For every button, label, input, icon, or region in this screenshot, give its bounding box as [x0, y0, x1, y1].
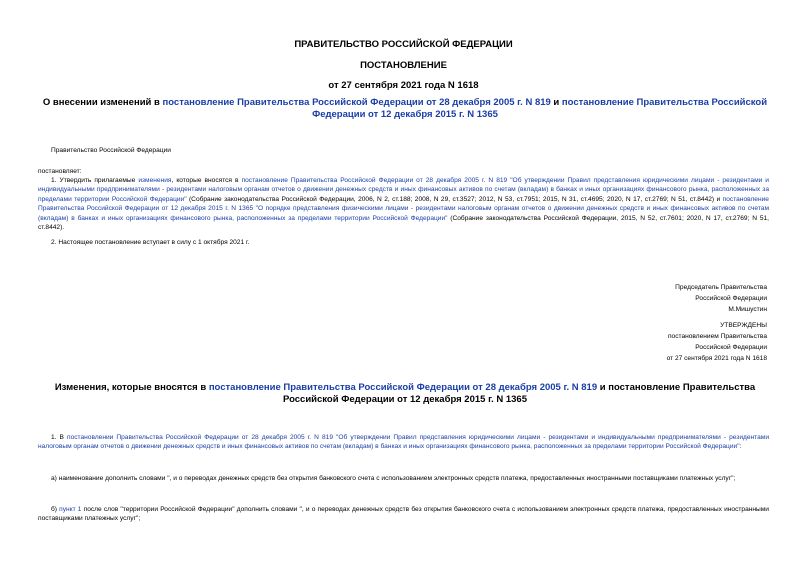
- item-1-link-819[interactable]: постановление Правительства Российской Федерации от 28 декабря 2005 г. N 819 "Об утверждении Правил представления юридическими лицами - резидентами и индивидуальными предпринимателями - резидентами налоговым органам отчетов о движении денежных средств и иных финансовых активов по счетам (вкладам) в банках и иных организациях финансового рынка, расположенных за пределами территории Российской Федерации": [38, 177, 769, 203]
- item-1-b: , которые вносятся в: [171, 177, 242, 184]
- signature-block: [567, 282, 767, 315]
- approved-line-4: от 27 сентября 2021 года N 1618: [666, 355, 767, 362]
- signature-title-2: Российской Федерации: [695, 295, 767, 302]
- approved-line-1: УТВЕРЖДЕНЫ: [720, 322, 767, 329]
- change-1-a: 1. В: [51, 434, 68, 441]
- subject-link-1365[interactable]: постановление Правительства Российской Федерации от 12 декабря 2015 г. N 1365: [312, 97, 768, 120]
- subject-prefix: О внесении изменений в: [42, 97, 163, 108]
- change-b-link[interactable]: пункт 1: [59, 506, 82, 513]
- doc-type-title: ПОСТАНОВЛЕНИЕ: [360, 60, 447, 71]
- item-1-d: (Собрание законодательства Российской Федерации, 2015, N 52, ст.7601; 2020, N 17, ст.2769; N 51, ст.8442).: [38, 214, 769, 232]
- item-1-link-1365[interactable]: постановление Правительства Российской Федерации от 12 декабря 2015 г. N 1365 "О порядке представления физическими лицами - резидентами налоговым органам отчетов о движении денежных средств и иных финансовых активов по счетам (вкладам) в банках и иных организациях финансового рынка, расположенных за пределами территории Российской Федерации": [38, 195, 769, 222]
- approved-line-3: Российской Федерации: [695, 344, 767, 351]
- issuer-text: Правительство Российской Федерации: [51, 147, 171, 154]
- signature-title-1: Председатель Правительства: [675, 284, 767, 291]
- doc-date-number: от 27 сентября 2021 года N 1618: [328, 80, 479, 91]
- doc-subject: [40, 97, 770, 121]
- change-1-paragraph: [38, 433, 769, 452]
- change-b-b: после слов "территории Российской Федерации" дополнить словами ", и о переводах денежных средств без открытия банковского счета с использованием электронных средств платежа, предоставленных иностранными поставщиками платежных услуг";: [38, 506, 769, 523]
- government-title: ПРАВИТЕЛЬСТВО РОССИЙСКОЙ ФЕДЕРАЦИИ: [294, 39, 513, 50]
- subject-link-819[interactable]: постановление Правительства Российской Федерации от 28 декабря 2005 г. N 819: [162, 97, 551, 108]
- change-1-link[interactable]: постановлении Правительства Российской Федерации от 28 декабря 2005 г. N 819 "Об утверждении Правил представления юридическими лицами - резидентами и индивидуальными предпринимателями - резидентами налоговым органам отчетов о движении денежных средств и иных финансовых активов по счетам (вкладам) в банках и иных организациях финансового рынка, расположенных за пределами территории Российской Федерации": [38, 434, 769, 451]
- issuer-line: [38, 146, 769, 155]
- item-1-link-changes[interactable]: изменения: [138, 177, 172, 184]
- change-b-paragraph: [38, 505, 769, 524]
- changes-heading-prefix: Изменения, которые вносятся в: [54, 382, 209, 393]
- change-1-b: :: [739, 443, 742, 451]
- item-1-c: (Собрание законодательства Российской Федерации, 2006, N 2, ст.188; 2008, N 29, ст.3527; 2012, N 53, ст.7951; 2015, N 31, ст.4695; 2020, N 17, ст.2769; N 51, ст.8442) и: [186, 195, 723, 203]
- changes-heading-suffix: и постановление Правительства Российской Федерации от 12 декабря 2015 г. N 1365: [282, 382, 756, 405]
- change-b-a: б): [51, 506, 60, 513]
- approved-block: [567, 320, 767, 364]
- approved-line-2: постановлением Правительства: [667, 333, 767, 340]
- change-a-paragraph: а) наименование дополнить словами ", и о переводах денежных средств без открытия банковского счета с использованием электронных средств платежа, предоставленных иностранными поставщиками платежных услуг";: [51, 475, 736, 482]
- item-1-paragraph: [38, 176, 769, 232]
- decrees-line: постановляет:: [38, 168, 82, 175]
- changes-heading-link-819[interactable]: постановление Правительства Российской Федерации от 28 декабря 2005 г. N 819: [208, 382, 598, 393]
- item-1-a: 1. Утвердить прилагаемые: [51, 177, 139, 184]
- subject-middle: и: [550, 97, 562, 108]
- item-2-paragraph: 2. Настоящее постановление вступает в силу с 1 октября 2021 г.: [51, 239, 250, 246]
- signature-name: М.Мишустин: [728, 306, 767, 313]
- changes-heading: [40, 382, 770, 406]
